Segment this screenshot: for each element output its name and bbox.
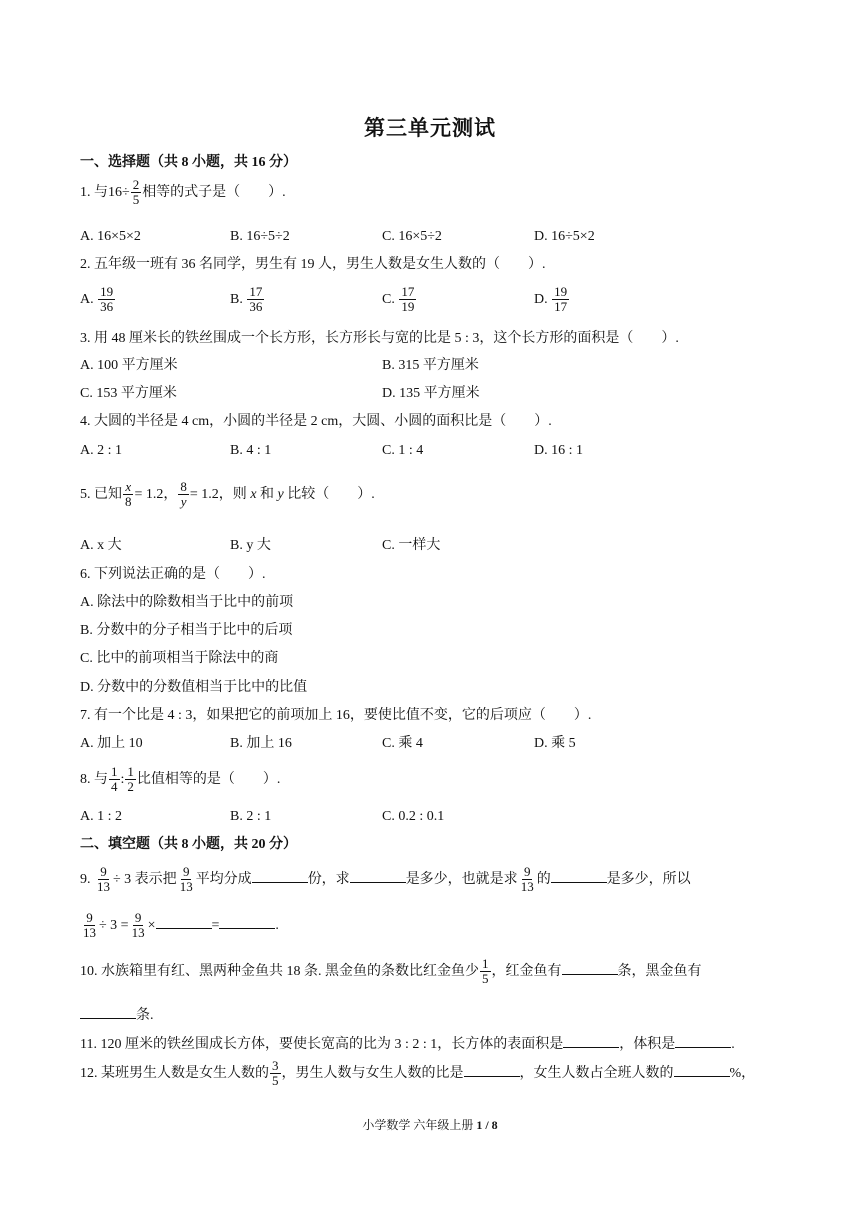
footer-label: 小学数学 六年级上册 (362, 1118, 477, 1132)
question-2: 2. 五年级一班有 36 名同学，男生有 19 人，男生人数是女生人数的（ ）. (80, 257, 546, 272)
q6-option-d[interactable]: D. 分数中的分数值相当于比中的比值 (80, 680, 308, 695)
question-9-line-2: $\frac{9}{13}$ ÷ 3 = $\frac{9}{13}$ × = . (83, 910, 279, 941)
question-3: 3. 用 48 厘米长的铁丝围成一个长方形，长方形长与宽的比是 5 : 3，这个长方形的面积是（ ）. (80, 331, 679, 346)
answer-blank[interactable] (563, 1035, 619, 1048)
answer-blank[interactable] (551, 870, 607, 883)
q2-option-a[interactable]: A. $\frac{19}{36}$ (80, 284, 114, 315)
q4-option-c[interactable]: C. 1 : 4 (382, 443, 424, 458)
question-10-line-1: 10. 水族箱里有红、黑两种金鱼共 18 条. 黑金鱼的条数比红金鱼少 $\frac{1}{5}$ ，红金鱼有 条，黑金鱼有 (80, 956, 702, 987)
answer-blank[interactable] (252, 870, 308, 883)
q1-prefix: 1. 与 (80, 185, 108, 200)
q2-option-c[interactable]: C. $\frac{17}{19}$ (382, 284, 415, 315)
answer-blank[interactable] (675, 1035, 731, 1048)
answer-blank[interactable] (674, 1064, 730, 1077)
q3-option-a[interactable]: A. 100 平方厘米 (80, 358, 178, 373)
q3-option-c[interactable]: C. 153 平方厘米 (80, 386, 177, 401)
question-4: 4. 大圆的半径是 4 cm，小圆的半径是 2 cm，大圆、小圆的面积比是（ ）. (80, 414, 552, 429)
q8-option-c[interactable]: C. 0.2 : 0.1 (382, 809, 445, 824)
q6-option-a[interactable]: A. 除法中的除数相当于比中的前项 (80, 595, 294, 610)
question-1 (80, 178, 286, 208)
question-6: 6. 下列说法正确的是（ ）. (80, 567, 266, 582)
answer-blank[interactable] (156, 916, 212, 929)
answer-blank[interactable] (562, 962, 618, 975)
q7-option-b[interactable]: B. 加上 16 (230, 736, 292, 751)
question-7: 7. 有一个比是 4 : 3，如果把它的前项加上 16，要使比值不变，它的后项应（ ）. (80, 708, 592, 723)
q3-option-d[interactable]: D. 135 平方厘米 (382, 386, 480, 401)
q4-option-a[interactable]: A. 2 : 1 (80, 443, 122, 458)
question-10-line-2: 条. (80, 1006, 154, 1025)
q5-option-b[interactable]: B. y 大 (230, 538, 271, 553)
answer-blank[interactable] (219, 916, 275, 929)
q1-option-b[interactable]: B. 16÷5÷2 (230, 229, 290, 244)
answer-blank[interactable] (350, 870, 406, 883)
q2-option-b[interactable]: B. $\frac{17}{36}$ (230, 284, 263, 315)
q7-option-d[interactable]: D. 乘 5 (534, 736, 576, 751)
answer-blank[interactable] (80, 1006, 136, 1019)
q4-option-d[interactable]: D. 16 : 1 (534, 443, 583, 458)
q5-option-a[interactable]: A. x 大 (80, 538, 122, 553)
answer-blank[interactable] (464, 1064, 520, 1077)
q8-option-b[interactable]: B. 2 : 1 (230, 809, 272, 824)
q6-option-b[interactable]: B. 分数中的分子相当于比中的后项 (80, 623, 293, 638)
q6-option-c[interactable]: C. 比中的前项相当于除法中的商 (80, 651, 279, 666)
q1-option-d[interactable]: D. 16÷5×2 (534, 229, 595, 244)
question-11: 11. 120 厘米的铁丝围成长方体，要使长宽高的比为 3 : 2 : 1，长方体的表面积是 ，体积是 . (80, 1037, 735, 1052)
q1-expression: 16÷ (108, 185, 130, 200)
question-5: 5. 已知 $\frac{x}{8}$ = 1.2， $\frac{8}{y}$ = 1.2，则 x 和 y 比较（ ）. (80, 479, 375, 510)
q7-option-a[interactable]: A. 加上 10 (80, 736, 143, 751)
q1-option-c[interactable]: C. 16×5÷2 (382, 229, 442, 244)
question-9-line-1: 9. $\frac{9}{13}$ ÷ 3 表示把 $\frac{9}{13}$ 平均分成 份，求 是多少，也就是求 $\frac{9}{13}$ 的 是多少，所以 (80, 864, 691, 895)
q4-option-b[interactable]: B. 4 : 1 (230, 443, 272, 458)
q3-option-b[interactable]: B. 315 平方厘米 (382, 358, 479, 373)
section-heading-fill: 二、填空题（共 8 小题，共 20 分） (80, 837, 297, 852)
q2-option-d[interactable]: D. $\frac{19}{17}$ (534, 284, 568, 315)
question-12: 12. 某班男生人数是女生人数的 $\frac{3}{5}$ ，男生人数与女生人数的比是 ，女生人数占全班人数的 %， (80, 1058, 756, 1089)
q8-option-a[interactable]: A. 1 : 2 (80, 809, 122, 824)
page-footer (0, 1116, 860, 1134)
q5-fraction-8-over-y: $\frac{8}{y}$ (180, 479, 187, 510)
q5-fraction-x-over-8: $\frac{x}{8}$ (125, 479, 132, 510)
question-8: 8. 与 $\frac{1}{4}$ : $\frac{1}{2}$ 比值相等的是（ ）. (80, 764, 281, 795)
q1-fraction: $\frac{2}{5}$ (132, 177, 140, 208)
q1-suffix: 相等的式子是（ ）. (142, 185, 286, 200)
q1-option-a[interactable]: A. 16×5×2 (80, 229, 141, 244)
q7-option-c[interactable]: C. 乘 4 (382, 736, 423, 751)
page-number: 1 / 8 (476, 1118, 498, 1132)
section-heading-choice: 一、选择题（共 8 小题，共 16 分） (80, 155, 297, 170)
q5-option-c[interactable]: C. 一样大 (382, 538, 441, 553)
page-title: 第三单元测试 (364, 116, 496, 140)
